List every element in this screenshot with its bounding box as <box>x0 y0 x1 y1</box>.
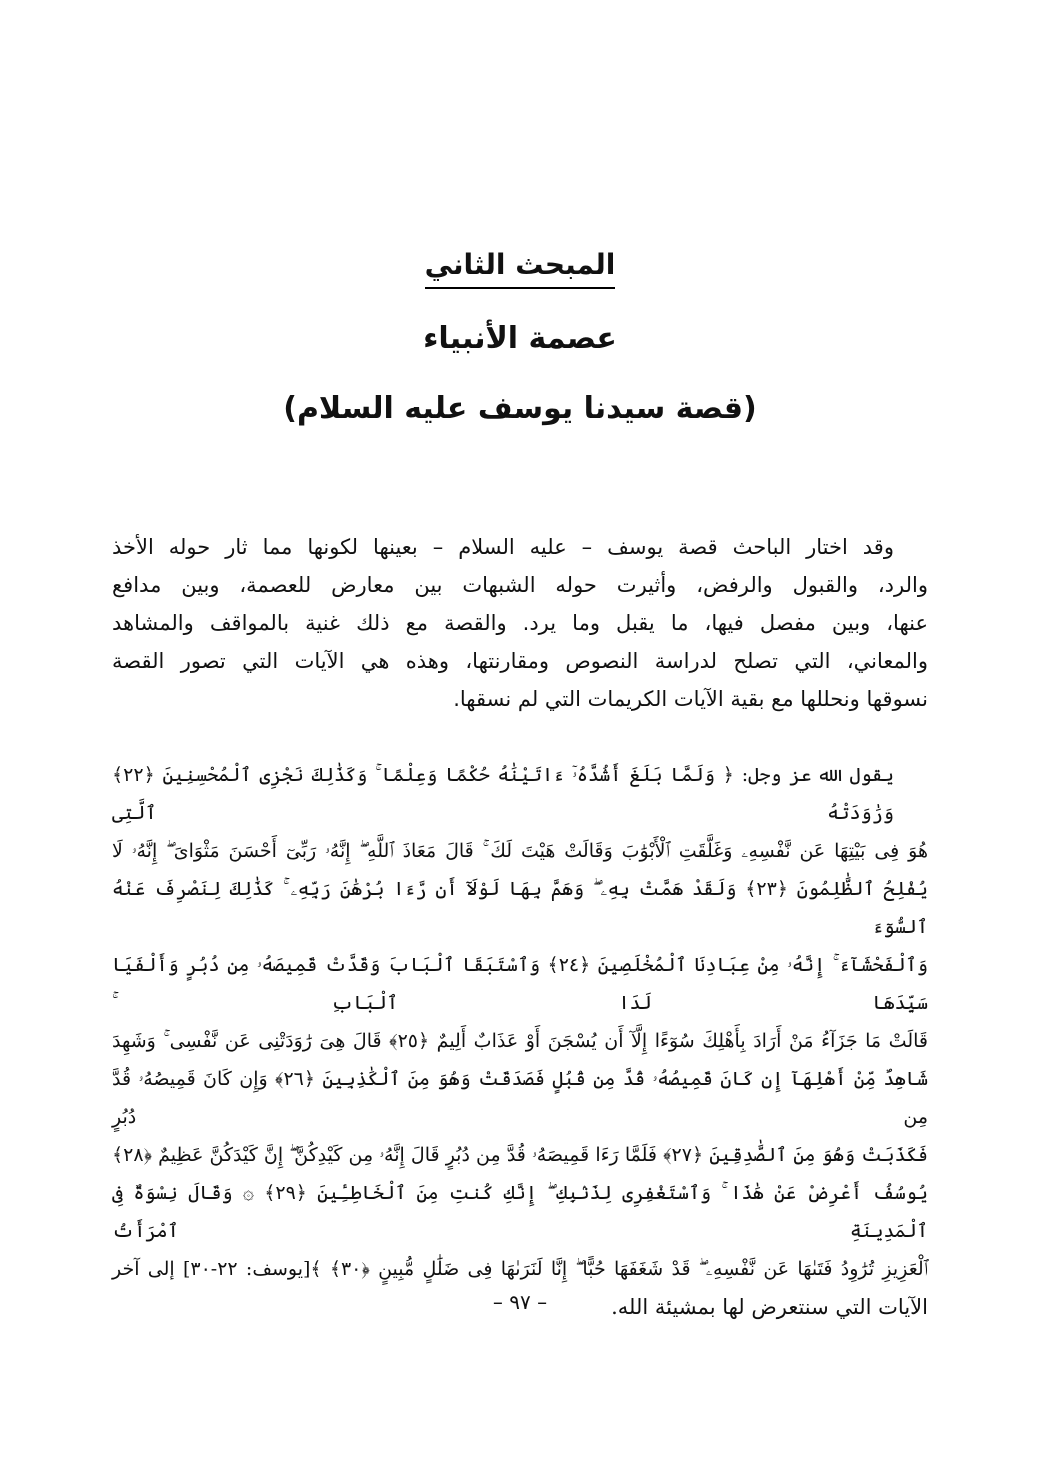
chapter-title: عصمة الأنبياء <box>423 321 617 356</box>
quote-line: شَاهِدٌ مِّنْ أَهْلِهَآ إِن كَانَ قَمِيصُهُۥ قُدَّ مِن قُبُلٍ فَصَدَقَتْ وَهُوَ مِنَ ٱلْكَٰذِبِينَ ﴿٢٦﴾ وَإِن كَانَ قَمِيصُهُۥ قُدَّ مِن دُبُرٍ <box>112 1068 928 1128</box>
chapter-subtitle: (قصة سيدنا يوسف عليه السلام) <box>283 391 757 426</box>
quote-line: وَٱلْفَحْشَآءَ ۚ إِنَّهُۥ مِنْ عِبَادِنَا ٱلْمُخْلَصِينَ ﴿٢٤﴾ وَٱسْتَبَقَا ٱلْبَابَ وَقَدَّتْ قَمِيصَهُۥ مِن دُبُرٍ وَأَلْفَيَا سَيِّدَهَا لَدَا ٱلْبَابِ ۚ <box>112 954 928 1014</box>
quote-line: هُوَ فِى بَيْتِهَا عَن نَّفْسِهِۦ وَغَلَّقَتِ ٱلْأَبْوَٰبَ وَقَالَتْ هَيْتَ لَكَ ۚ قَالَ مَعَاذَ ٱللَّهِ ۖ إِنَّهُۥ رَبِّىٓ أَحْسَنَ مَثْوَاىَ ۖ إِنَّهُۥ لَا <box>112 840 928 862</box>
quote-line: يُفْلِحُ ٱلظَّٰلِمُونَ ﴿٢٣﴾ وَلَقَدْ هَمَّتْ بِهِۦ ۖ وَهَمَّ بِهَا لَوْلَآ أَن رَّءَا بُرْهَٰنَ رَبِّهِۦ ۚ كَذَٰلِكَ لِنَصْرِفَ عَنْهُ ٱلسُّوٓءَ <box>112 878 928 938</box>
section-heading: المبحث الثاني <box>425 245 616 289</box>
quote-line: قَالَتْ مَا جَزَآءُ مَنْ أَرَادَ بِأَهْلِكَ سُوٓءًا إِلَّآ أَن يُسْجَنَ أَوْ عَذَابٌ أَلِيمٌ ﴿٢٥﴾ قَالَ هِىَ رَٰوَدَتْنِى عَن نَّفْسِى ۚ وَشَهِدَ <box>112 1030 928 1052</box>
quote-line: فَكَذَبَتْ وَهُوَ مِنَ ٱلصَّٰدِقِينَ ﴿٢٧﴾ فَلَمَّا رَءَا قَمِيصَهُۥ قُدَّ مِن دُبُرٍ قَالَ إِنَّهُۥ مِن كَيْدِكُنَّ ۖ إِنَّ كَيْدَكُنَّ عَظِيمٌ ﴿٢٨﴾ <box>112 1144 928 1166</box>
paragraph-line: وقد اختار الباحث قصة يوسف – عليه السلام – بعينها لكونها مما ثار حوله الأخذ <box>112 535 894 559</box>
quote-line: يُوسُفُ أَعْرِضْ عَنْ هَٰذَا ۚ وَٱسْتَغْفِرِى لِذَنۢبِكِ ۖ إِنَّكِ كُنتِ مِنَ ٱلْخَاطِـِٔينَ ﴿٢٩﴾ ۞ وَقَالَ نِسْوَةٌ فِى ٱلْمَدِينَةِ ٱمْرَأَتُ <box>112 1182 928 1242</box>
paragraph-line: والرد، والقبول والرفض، وأثيرت حوله الشبهات بين معارض للعصمة، وبين مدافع <box>112 573 928 597</box>
quote-line: الآيات التي سنتعرض لها بمشيئة الله. <box>611 1295 928 1319</box>
page-number: – ٩٧ – <box>492 1290 548 1314</box>
paragraph-line: والمعاني، التي تصلح لدراسة النصوص ومقارنتها، وهذه هي الآيات التي تصور القصة <box>112 649 928 673</box>
headings <box>0 245 1040 431</box>
paragraph-line: عنها، وبين مفصل فيها، ما يقبل وما يرد. والقصة مع ذلك غنية بالمواقف والمشاهد <box>112 611 928 635</box>
paragraph-line: نسوقها ونحللها مع بقية الآيات الكريمات التي لم نسقها. <box>453 687 928 711</box>
quote-line: يقول الله عز وجل: ﴿ وَلَمَّا بَلَغَ أَشُدَّهُۥٓ ءَاتَيْنَٰهُ حُكْمًا وَعِلْمًا ۚ وَكَذَٰلِكَ نَجْزِى ٱلْمُحْسِنِينَ ﴿٢٢﴾ وَرَٰوَدَتْهُ ٱلَّتِى <box>112 764 894 824</box>
quran-quote-paragraph <box>112 756 928 1326</box>
intro-paragraph <box>112 528 928 718</box>
body-text <box>112 528 928 1326</box>
quote-line: ٱلْعَزِيزِ تُرَٰوِدُ فَتَىٰهَا عَن نَّفْسِهِۦ ۖ قَدْ شَغَفَهَا حُبًّا ۖ إِنَّا لَنَرَىٰهَا فِى ضَلَٰلٍ مُّبِينٍ ﴿٣٠﴾ ﴾[يوسف: ٢٢-٣٠] إلى آخر <box>112 1258 928 1280</box>
